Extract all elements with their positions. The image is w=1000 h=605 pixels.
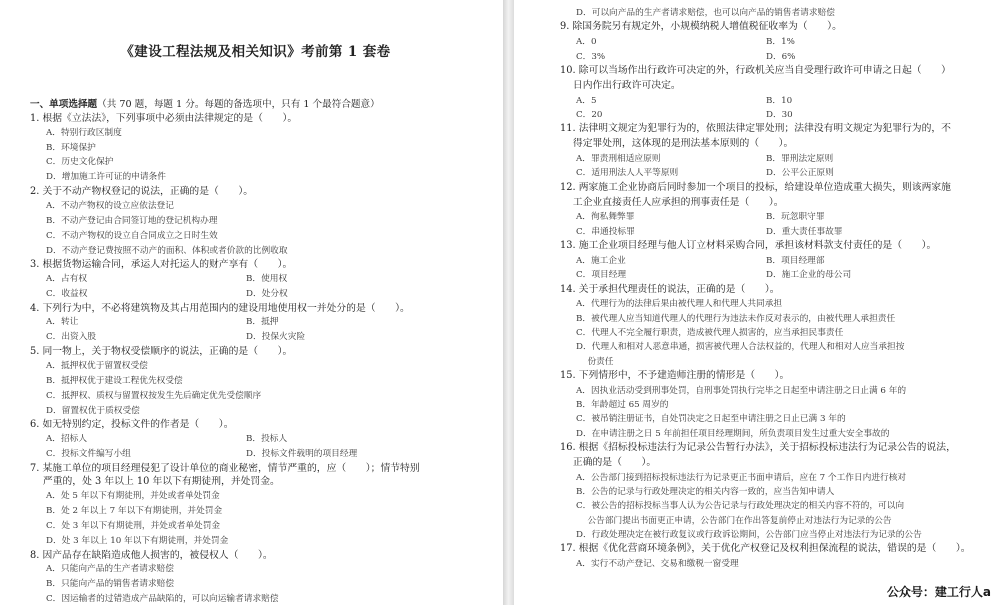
answer-option-row — [560, 50, 990, 64]
answer-option: A．因执业活动受到刑事处罚，自刑事处罚执行完毕之日起至申请注册之日止满 6 年的 — [576, 385, 907, 396]
question-stem: 1. 根据《立法法》，下列事项中必须由法律规定的是（ ）。 — [30, 113, 298, 124]
question-item — [30, 549, 481, 605]
answer-option: A．转让 — [46, 317, 79, 328]
answer-option: C．出资入股 — [46, 332, 97, 343]
section-heading-note: （共 70 题，每题 1 分。每题的备选项中，只有 1 个最符合题意） — [97, 99, 380, 110]
watermark: 公众号：建工行人a — [884, 582, 994, 601]
answer-option: B．投标人 — [246, 434, 288, 445]
question-stem: 2. 关于不动产物权登记的说法，正确的是（ ）。 — [30, 186, 254, 198]
answer-option-row — [560, 254, 990, 268]
answer-option: D．处分权 — [246, 288, 288, 299]
answer-option: A．不动产物权的设立应依法登记 — [46, 200, 174, 211]
answer-option: B．10 — [766, 95, 793, 106]
answer-option: D．不动产登记费按照不动产的面积、体积或者价款的比例收取 — [46, 245, 288, 256]
answer-option: A．公告部门接到招标投标违法行为记录更正书面申请后，应在 7 个工作日内进行核对 — [576, 472, 907, 483]
answer-option: D．施工企业的母公司 — [766, 270, 852, 281]
answer-option: B．1% — [766, 37, 795, 48]
answer-option: A．特别行政区制度 — [46, 127, 122, 138]
question-stem: 严重的，处 3 年以上 10 年以下有期徒刑，并处罚金。 — [30, 476, 280, 488]
answer-option: D．投标文件载明的项目经理 — [246, 448, 358, 459]
answer-option-row — [560, 210, 990, 224]
answer-option: D．在申请注册之日 5 年前担任项目经理期间，所负责项目发生过重大安全事故的 — [576, 428, 890, 439]
answer-option-row — [560, 108, 990, 122]
answer-option: B．抵押权优于建设工程优先权受偿 — [46, 375, 183, 386]
question-stem: 9. 除国务院另有规定外，小规模纳税人增值税征收率为（ ）。 — [560, 21, 842, 33]
answer-option: A．抵押权优于留置权受偿 — [46, 360, 148, 371]
answer-option: D．代理人和相对人恶意串通，损害被代理人合法权益的，代理人和相对人应当承担按 — [576, 342, 905, 353]
answer-option: B．罪刑法定原则 — [766, 154, 834, 165]
question-stem: 5. 同一物上，关于物权受偿顺序的说法，正确的是（ ）。 — [30, 346, 293, 358]
answer-option: B．公告的记录与行政处理决定的相关内容一致的，应当告知申请人 — [576, 487, 835, 498]
question-stem: 7. 某施工单位的项目经理侵犯了设计单位的商业秘密，情节严重的，应（ ）；情节特别 — [30, 462, 420, 474]
answer-option-row — [560, 166, 990, 180]
answer-option: B．环境保护 — [46, 142, 96, 153]
question-stem: 3. 根据货物运输合同，承运人对托运人的财产享有（ ）。 — [30, 259, 293, 271]
answer-option-row — [560, 225, 990, 239]
answer-option-row — [30, 330, 481, 345]
answer-option: A．5 — [576, 95, 597, 106]
answer-option-row — [560, 94, 990, 108]
question-item — [30, 462, 481, 549]
answer-option: A．占有权 — [46, 274, 88, 285]
question-item — [30, 185, 481, 258]
question-stem: 14. 关于承担代理责任的说法，正确的是（ ）。 — [560, 283, 780, 295]
answer-option-row — [30, 447, 481, 462]
question-stem: 4. 下列行为中，不必将建筑物及其占用范围内的建设用地使用权一并处分的是（ ）。 — [30, 302, 410, 314]
answer-option: C．不动产物权的设立自合同成立之日时生效 — [46, 230, 218, 241]
answer-option: D．投保火灾险 — [246, 332, 306, 343]
answer-option: D．行政处理决定在被行政复议或行政诉讼期间，公告部门应当停止对违法行为记录的公告 — [576, 530, 922, 540]
answer-option: B．被代理人应当知道代理人的代理行为违法未作反对表示的，由被代理人承担责任 — [576, 313, 896, 324]
question-item — [560, 64, 990, 122]
answer-option: C．项目经理 — [576, 270, 627, 281]
question-stem: 15. 下列情形中，不予建造师注册的情形是（ ）。 — [560, 369, 790, 381]
answer-option-row — [560, 268, 990, 282]
question-stem: 10. 除可以当场作出行政许可决定的外，行政机关应当自受理行政许可申请之日起（ ） — [560, 64, 951, 76]
question-stem: 11. 法律明文规定为犯罪行为的，依照法律定罪处刑；法律没有明文规定为犯罪行为的，不 — [560, 123, 951, 135]
exam-title: 《建设工程法规及相关知识》考前第 1 套卷 — [120, 44, 391, 60]
section-heading-label: 一、单项选择题 — [30, 99, 98, 110]
answer-option: D．可以向产品的生产者请求赔偿，也可以向产品的销售者请求赔偿 — [576, 8, 835, 18]
question-item — [560, 122, 990, 180]
answer-option: C．收益权 — [46, 288, 88, 299]
answer-option: A．罪责刑相适应原则 — [576, 154, 661, 165]
answer-option: D．留置权优于质权受偿 — [46, 405, 140, 416]
answer-option: A．徇私舞弊罪 — [576, 212, 635, 223]
answer-option: C．处 3 年以下有期徒刑，并处或者单处罚金 — [46, 520, 221, 531]
question-item — [560, 6, 990, 20]
answer-option: C．被公告的招标投标当事人认为公告记录与行政处理决定的相关内容不符的，可以向 — [576, 501, 905, 512]
question-item — [560, 369, 990, 441]
answer-option: C．历史文化保护 — [46, 157, 114, 168]
question-stem: 12. 两家施工企业协商后同时参加一个项目的投标，给建设单位造成重大损失，则该两家施 — [560, 181, 951, 193]
question-stem: 工企业直接责任人应承担的刑事责任是（ ）。 — [560, 196, 784, 208]
question-item — [30, 112, 481, 185]
answer-option: B．不动产登记由合同签订地的登记机构办理 — [46, 215, 218, 226]
answer-option: B．玩忽职守罪 — [766, 212, 825, 223]
answer-option: B．年龄超过 65 周岁的 — [576, 400, 669, 411]
answer-option: B．使用权 — [246, 274, 288, 285]
answer-option: D．处 3 年以上 10 年以下有期徒刑，并处罚金 — [46, 535, 229, 546]
answer-option: A．处 5 年以下有期徒刑，并处或者单处罚金 — [46, 491, 220, 502]
question-stem: 日内作出行政许可决定。 — [560, 79, 681, 91]
question-item — [560, 542, 990, 571]
question-stem: 正确的是（ ）。 — [560, 456, 657, 468]
answer-option: C．串通投标罪 — [576, 226, 635, 237]
question-item — [560, 441, 990, 542]
answer-option: B．抵押 — [246, 317, 279, 328]
answer-option: D．重大责任事故罪 — [766, 226, 843, 237]
answer-option: A．施工企业 — [576, 255, 626, 266]
answer-option-row — [560, 35, 990, 49]
answer-option: D．增加施工许可证的申请条件 — [46, 172, 166, 183]
section-heading — [30, 96, 481, 110]
question-stem: 6. 如无特别约定，投标文件的作者是（ ）。 — [30, 419, 234, 431]
answer-option: B．只能向产品的销售者请求赔偿 — [46, 579, 175, 590]
question-list-right — [560, 6, 990, 572]
answer-option-row — [30, 272, 481, 287]
question-item — [30, 258, 481, 301]
answer-option: C．20 — [576, 109, 603, 120]
question-stem: 8. 因产品存在缺陷造成他人损害的，被侵权人（ ）。 — [30, 549, 273, 561]
question-item — [560, 181, 990, 239]
question-list-left — [30, 112, 481, 605]
answer-option: C．抵押权、质权与留置权按发生先后确定优先受偿顺序 — [46, 390, 262, 401]
page-gutter — [503, 0, 514, 605]
answer-option: C．代理人不完全履行职责，造成被代理人损害的，应当承担民事责任 — [576, 328, 844, 339]
answer-option: C．适用刑法人人平等原则 — [576, 168, 679, 179]
answer-option: B．项目经理部 — [766, 255, 825, 266]
question-item — [30, 302, 481, 345]
answer-option: A．只能向产品的生产者请求赔偿 — [46, 564, 174, 575]
question-item — [560, 239, 990, 283]
question-stem: 16. 根据《招标投标违法行为记录公告暂行办法》，关于招标投标违法行为记录公告的说法， — [560, 442, 956, 453]
answer-option: C．投标文件编写小组 — [46, 448, 131, 459]
answer-option: 公告部门提出书面更正申请，公告部门在作出答复前停止对违法行为记录的公告 — [576, 515, 892, 526]
answer-option: 份责任 — [576, 356, 614, 367]
question-stem: 得定罪处刑，这体现的是刑法基本原则的（ ）。 — [560, 138, 794, 150]
answer-option: A．0 — [576, 37, 597, 48]
answer-option-row — [560, 152, 990, 166]
question-stem: 17. 根据《优化营商环境条例》，关于优化产权登记及权利担保流程的说法，错误的是（ ）。 — [560, 543, 971, 555]
answer-option: A．实行不动产登记、交易和缴税一窗受理 — [576, 559, 739, 570]
answer-option-row — [30, 287, 481, 302]
answer-option: B．处 2 年以上 7 年以下有期徒刑，并处罚金 — [46, 505, 223, 516]
answer-option-row — [30, 315, 481, 330]
answer-option-row — [30, 432, 481, 447]
answer-option: C．因运输者的过错造成产品缺陷的，可以向运输者请求赔偿 — [46, 594, 279, 605]
question-item — [30, 418, 481, 461]
question-stem: 13. 施工企业项目经理与他人订立材料采购合同，承担该材料款支付责任的是（ ）。 — [560, 240, 937, 252]
answer-option: A．招标人 — [46, 434, 88, 445]
answer-option: D．公平公正原则 — [766, 168, 834, 179]
question-item — [560, 20, 990, 64]
answer-option: D．30 — [766, 109, 793, 120]
answer-option: C．3% — [576, 51, 606, 62]
answer-option: D．6% — [766, 51, 796, 62]
question-item — [30, 345, 481, 418]
question-item — [560, 283, 990, 369]
answer-option: C．被吊销注册证书，自处罚决定之日起至申请注册之日止已满 3 年的 — [576, 414, 846, 425]
exam-page-right — [514, 0, 1000, 605]
answer-option: A．代理行为的法律后果由被代理人和代理人共同承担 — [576, 299, 783, 310]
